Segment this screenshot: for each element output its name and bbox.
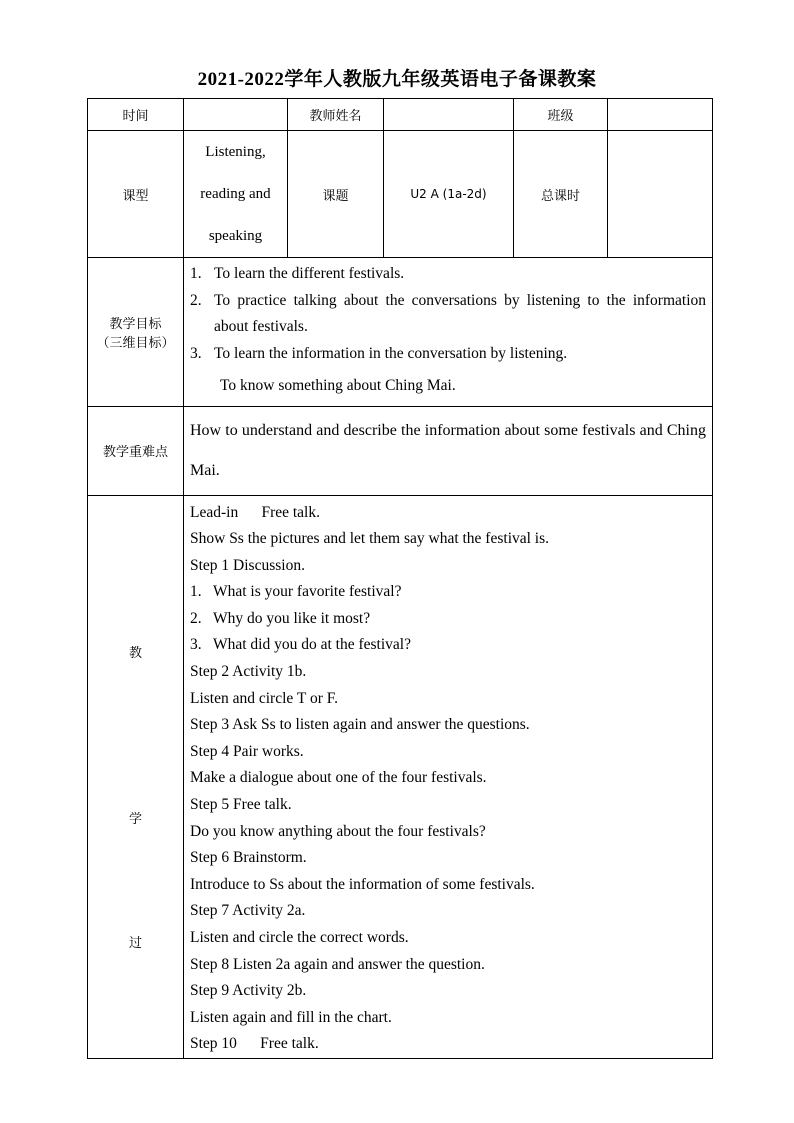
teacher-name-label: 教师姓名	[288, 99, 384, 131]
process-line: Introduce to Ss about the information of some festivals.	[190, 875, 535, 893]
lesson-type-line: Listening,	[205, 144, 266, 160]
process-line: Step 5 Free talk.	[190, 796, 292, 814]
process-line: 2. Why do you like it most?	[190, 609, 371, 627]
objective-number: 3.	[190, 344, 202, 362]
process-line: Step 3 Ask Ss to listen again and answer the questions.	[190, 716, 530, 734]
objectives-row	[88, 258, 713, 407]
objective-text: To learn the information in the conversation by listening.	[214, 344, 568, 362]
process-content	[184, 495, 713, 1058]
lesson-type-label: 课型	[88, 131, 184, 258]
objective-text: To practice talking about the conversations by listening to the information about festivals.	[214, 291, 706, 335]
process-label-char: 过	[128, 935, 142, 951]
lesson-plan-table	[87, 98, 713, 1059]
key-points-content: How to understand and describe the information about some festivals and Ching Mai.	[184, 406, 713, 495]
lesson-info-row	[88, 131, 713, 258]
topic-value: U2 A (1a-2d)	[384, 131, 514, 258]
process-line: Make a dialogue about one of the four festivals.	[190, 769, 487, 787]
objective-extra: To know something about Ching Mai.	[220, 377, 456, 394]
objectives-label-subline: （三维目标）	[96, 335, 175, 351]
total-hours-label: 总课时	[514, 131, 608, 258]
process-line: Lead-in Free talk.	[190, 503, 320, 521]
process-line: Step 1 Discussion.	[190, 556, 305, 574]
process-line: Show Ss the pictures and let them say what the festival is.	[190, 530, 550, 548]
process-label-char: 学	[128, 811, 142, 827]
teacher-name-value	[384, 99, 514, 131]
process-line: Step 2 Activity 1b.	[190, 663, 307, 681]
process-label	[88, 495, 184, 1058]
process-line: Listen and circle T or F.	[190, 689, 338, 707]
key-points-label: 教学重难点	[88, 406, 184, 495]
process-line: Step 9 Activity 2b.	[190, 982, 307, 1000]
process-line: Step 7 Activity 2a.	[190, 902, 306, 920]
topic-label: 课题	[288, 131, 384, 258]
class-value	[608, 99, 713, 131]
total-hours-value	[608, 131, 713, 258]
process-label-char: 教	[128, 645, 142, 661]
process-line: Do you know anything about the four festivals?	[190, 822, 486, 840]
process-row	[88, 495, 713, 1058]
process-line: Step 6 Brainstorm.	[190, 849, 307, 867]
process-line: Step 8 Listen 2a again and answer the question.	[190, 955, 485, 973]
objectives-label	[88, 258, 184, 407]
lesson-type-line: speaking	[208, 228, 263, 244]
objective-number: 1.	[190, 265, 202, 282]
process-line: Listen and circle the correct words.	[190, 929, 409, 946]
objectives-content	[184, 258, 713, 407]
objective-item	[190, 341, 706, 368]
objective-text: To learn the different festivals.	[214, 265, 405, 282]
class-label: 班级	[514, 99, 608, 131]
objective-number: 2.	[190, 291, 202, 309]
process-line: Step 10 Free talk.	[190, 1035, 319, 1053]
time-value	[184, 99, 288, 131]
process-line: 3. What did you do at the festival?	[190, 636, 411, 654]
process-line: 1. What is your favorite festival?	[190, 583, 402, 601]
objective-item	[190, 288, 706, 341]
process-line: Listen again and fill in the chart.	[190, 1008, 392, 1026]
objectives-label-line: 教学目标	[109, 316, 162, 332]
process-line: Step 4 Pair works.	[190, 742, 304, 760]
page-title: 2021-2022学年人教版九年级英语电子备课教案	[197, 69, 597, 90]
header-row	[88, 99, 713, 131]
key-points-row	[88, 406, 713, 495]
lesson-type-line: reading and	[200, 186, 271, 202]
lesson-type-value	[184, 131, 288, 258]
time-label: 时间	[88, 99, 184, 131]
objective-item	[190, 261, 706, 288]
